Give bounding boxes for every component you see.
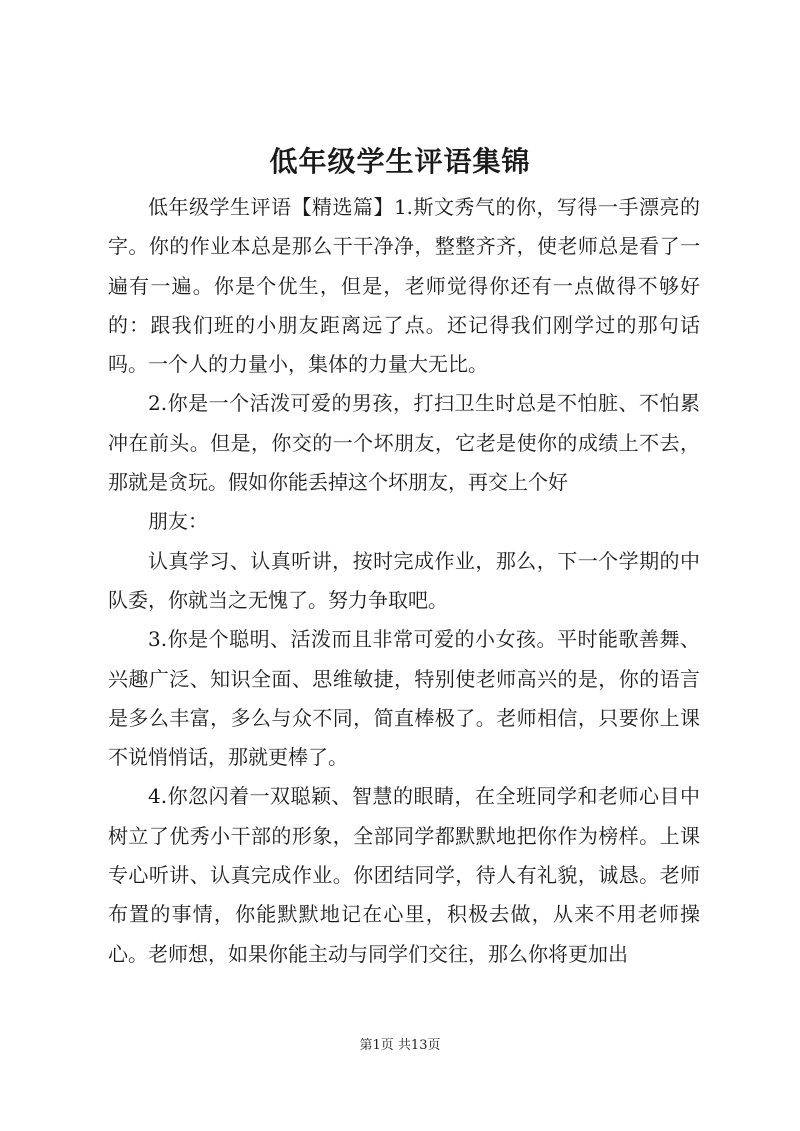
paragraph-1: 低年级学生评语【精选篇】1.斯文秀气的你，写得一手漂亮的字。你的作业本总是那么干干净净，整整齐齐，使老师总是看了一遍有一遍。你是个优生，但是，老师觉得你还有一点做得不够好的：跟我们班的小朋友距离远了点。还记得我们刚学过的那句话吗。一个人的力量小，集体的力量大无比。 bbox=[108, 195, 700, 377]
paragraph-3: 朋友： bbox=[148, 509, 208, 534]
paragraph-2: 2.你是一个活泼可爱的男孩，打扫卫生时总是不怕脏、不怕累冲在前头。但是，你交的一个坏朋友，它老是使你的成绩上不去，那就是贪玩。假如你能丢掉这个坏朋友，再交上个好 bbox=[108, 391, 700, 495]
document-body bbox=[108, 188, 700, 974]
paragraph-4: 认真学习、认真听讲，按时完成作业，那么，下一个学期的中队委，你就当之无愧了。努力争取吧。 bbox=[108, 548, 700, 612]
paragraph-5: 3.你是个聪明、活泼而且非常可爱的小女孩。平时能歌善舞、兴趣广泛、知识全面、思维敏捷，特别使老师高兴的是，你的语言是多么丰富，多么与众不同，简直棒极了。老师相信，只要你上课不说悄悄话，那就更棒了。 bbox=[108, 627, 700, 770]
document-title: 低年级学生评语集锦 bbox=[269, 145, 531, 178]
paragraph-6: 4.你忽闪着一双聪颖、智慧的眼睛，在全班同学和老师心目中树立了优秀小干部的形象，全部同学都默默地把你作为榜样。上课专心听讲、认真完成作业。你团结同学，待人有礼貌，诚恳。老师布置的事情，你能默默地记在心里，积极去做，从来不用老师操心。老师想，如果你能主动与同学们交往，那么你将更加出 bbox=[108, 784, 700, 966]
page-number-footer: 第1页 共13页 bbox=[359, 1038, 441, 1053]
